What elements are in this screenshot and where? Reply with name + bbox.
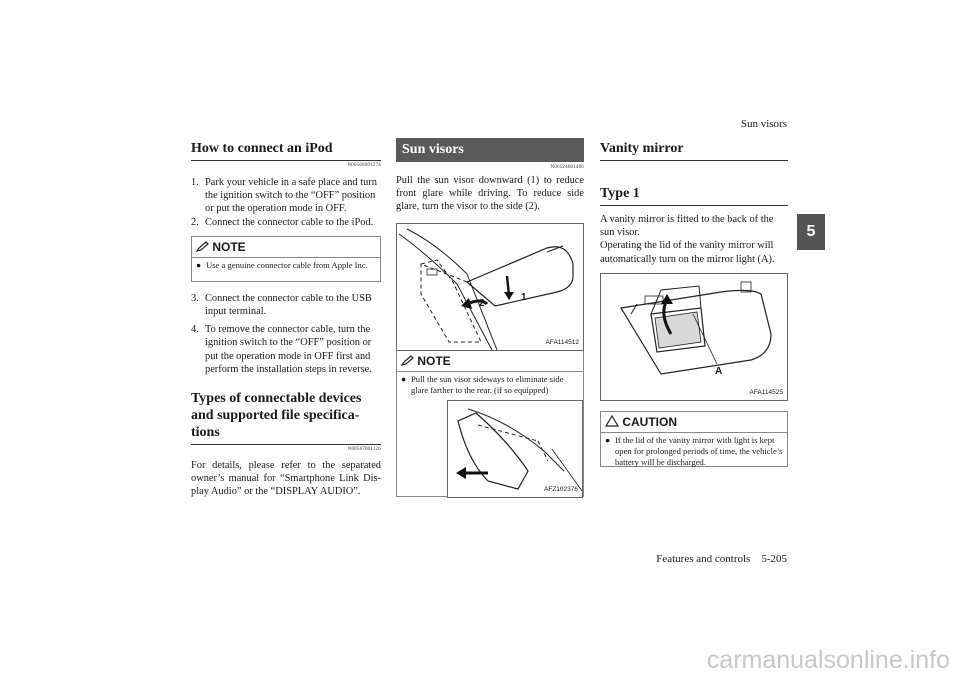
caution-label: CAUTION [622, 414, 678, 429]
note-label: NOTE [212, 239, 246, 254]
note-header [401, 354, 579, 368]
caution-box [600, 411, 788, 467]
callout-a: A [715, 365, 723, 377]
types-section [191, 390, 381, 499]
callout-1: 1 [521, 291, 527, 303]
vanity-mirror-illustration [601, 274, 787, 400]
list-item: 2. Connect the connector cable to the iPod. [191, 216, 374, 228]
figure-code: AFZ102376 [544, 485, 578, 493]
vanity-title: Vanity mirror [600, 140, 788, 161]
note-label: NOTE [417, 353, 451, 368]
note-pencil-icon [401, 355, 414, 366]
ipod-title: How to connect an iPod [191, 140, 381, 161]
figure-code: AFA114525 [749, 388, 783, 396]
sunvisor-title: Sun visors [396, 138, 584, 162]
sunvisor-text: Pull the sun visor downward (1) to reduce front glare while driving. To reduce side glare, turn the visor to the side (2). [396, 175, 584, 213]
warning-triangle-icon [605, 415, 619, 427]
sideways-figure [447, 400, 583, 498]
list-item: 3. Connect the connector cable to the USB input terminal. [191, 292, 372, 318]
vanity-text: A vanity mirror is fitted to the back of the sun visor. Operating the lid of the vanity mirror will automatically turn on the mirror light (A). [600, 214, 775, 265]
ipod-code: N00566901274 [347, 163, 381, 168]
vanity-figure [600, 273, 788, 401]
ipod-steps-a [191, 176, 381, 229]
sun-visor-illustration [397, 224, 583, 350]
ipod-section [191, 140, 381, 376]
list-item: 4. To remove the connector cable, turn the ignition switch to the “OFF” position or put the operation mode in OFF first and perform the installation steps in reverse. [191, 324, 372, 375]
types-title: Types of connectable devices and supported file specifica-tions [191, 390, 381, 445]
sunvisor-code: N00524601406 [550, 165, 584, 170]
page-footer [656, 553, 787, 566]
types-text: For details, please refer to the separated owner’s manual for “Smartphone Link Dis-play Audio” or the “DISPLAY AUDIO”. [191, 460, 381, 498]
list-item: 1. Park your vehicle in a safe place and turn the ignition switch to the “OFF” position or put the operation mode in OFF. [191, 177, 377, 215]
note-bullet: ● Use a genuine connector cable from Apple Inc. [196, 259, 368, 270]
note-bullet: ● Pull the sun visor sideways to eliminate side glare farther to the rear. (if so equipped) [401, 373, 564, 395]
type-title: Type 1 [600, 185, 788, 206]
sunvisor-figure [396, 223, 584, 351]
callout-2: 2 [479, 297, 485, 309]
watermark: carmanualsonline.info [706, 646, 950, 674]
note-pencil-icon [196, 241, 209, 252]
caution-bullet: ● If the lid of the vanity mirror with light is kept open for prolonged periods of time, the vehicle’s battery will be discharged. [605, 434, 783, 467]
ipod-note-box [191, 236, 381, 282]
ipod-steps-b [191, 292, 381, 376]
vanity-section [600, 140, 788, 467]
figure-code: AFA114512 [545, 338, 579, 346]
sunvisor-section [396, 138, 584, 497]
chapter-tab: 5 [797, 214, 825, 250]
types-code: N00567001126 [347, 447, 381, 452]
sideways-visor-illustration [448, 401, 582, 497]
footer-section: Features and controls [656, 553, 751, 565]
running-header: Sun visors [740, 118, 787, 130]
page-number: 5-205 [761, 553, 787, 565]
sunvisor-note-box [396, 351, 584, 497]
caution-header [605, 415, 783, 429]
note-header [196, 240, 376, 254]
